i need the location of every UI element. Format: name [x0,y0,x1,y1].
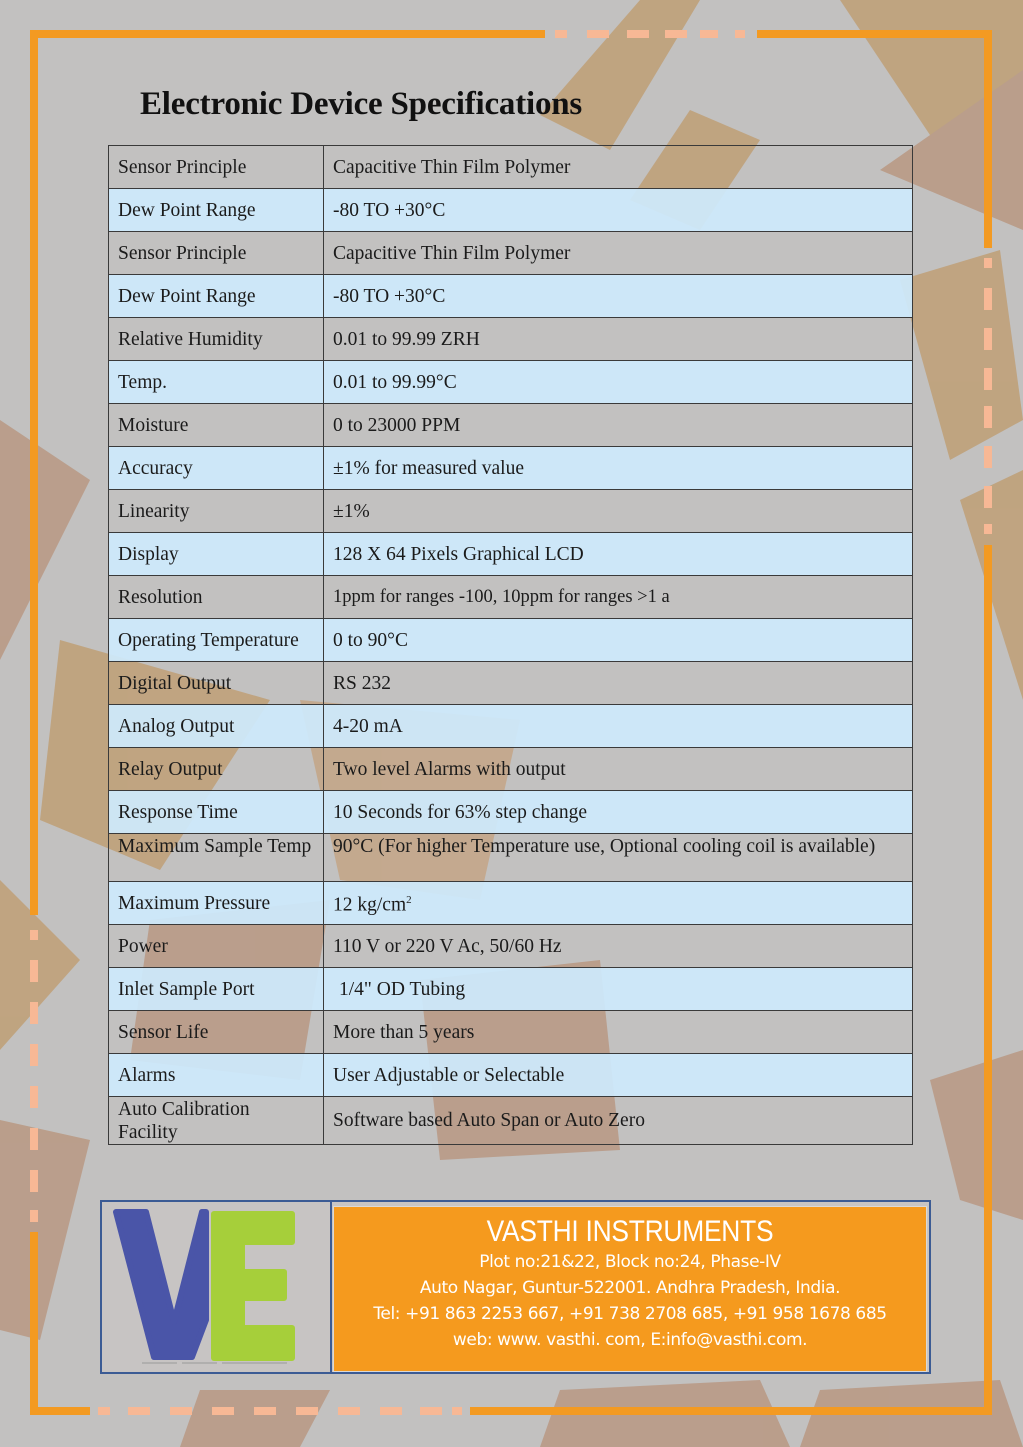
spec-value: -80 TO +30°C [324,275,913,318]
spec-label: Auto Calibration Facility [109,1097,324,1145]
frame-left-dash [30,1044,38,1066]
table-row [109,533,913,576]
table-row [109,361,913,404]
table-row [109,1054,913,1097]
spec-label: Moisture [109,404,324,447]
spec-value-superscript: 2 [406,894,412,907]
frame-bottom-dash [452,1407,462,1415]
frame-top-line [757,30,992,38]
spec-label: Power [109,925,324,968]
table-row [109,146,913,189]
frame-right-dash [984,328,992,350]
frame-left-dash [30,930,38,940]
spec-value: 1/4" OD Tubing [324,968,913,1011]
frame-left-line [30,1232,38,1415]
frame-right-line [984,30,992,248]
frame-bottom-dash [254,1407,276,1415]
table-row [109,834,913,882]
spec-value: 0.01 to 99.99 ZRH [324,318,913,361]
spec-table [108,145,913,1145]
ve-logo-icon [102,1202,330,1372]
frame-bottom-line [30,1407,90,1415]
spec-value: Two level Alarms with output [324,748,913,791]
spec-label: Operating Temperature [109,619,324,662]
spec-value: 0.01 to 99.99°C [324,361,913,404]
spec-value: User Adjustable or Selectable [324,1054,913,1097]
spec-label: Linearity [109,490,324,533]
spec-label: Accuracy [109,447,324,490]
table-row [109,662,913,705]
spec-label: Sensor Principle [109,232,324,275]
frame-right-dash [984,258,992,268]
table-row [109,232,913,275]
table-row [109,275,913,318]
spec-label: Inlet Sample Port [109,968,324,1011]
table-row [109,189,913,232]
frame-bottom-dash [380,1407,402,1415]
phone-numbers: Tel: +91 863 2253 667, +91 738 2708 685, +91 958 1678 685 [373,1304,887,1324]
spec-label: Relative Humidity [109,318,324,361]
table-row [109,447,913,490]
spec-label: Dew Point Range [109,275,324,318]
frame-left-dash [30,960,38,982]
frame-bottom-line [470,1407,992,1415]
table-row [109,968,913,1011]
frame-bottom-dash [338,1407,360,1415]
table-row [109,576,913,619]
company-name: VASTHI INSTRUMENTS [486,1215,774,1248]
frame-bottom-dash [420,1407,442,1415]
frame-left-dash [30,1128,38,1150]
table-row [109,882,913,925]
spec-value: 1ppm for ranges -100, 10ppm for ranges >1 a [324,576,913,619]
spec-value: -80 TO +30°C [324,189,913,232]
frame-bottom-dash [296,1407,318,1415]
spec-value: 12 kg/cm [333,894,407,916]
spec-value: Capacitive Thin Film Polymer [324,146,913,189]
frame-top-dash [587,30,609,38]
spec-label: Response Time [109,791,324,834]
address-line-2: Auto Nagar, Guntur-522001. Andhra Pradesh, India. [419,1278,841,1298]
frame-right-dash [984,406,992,428]
table-row [109,925,913,968]
spec-value: 0 to 23000 PPM [324,404,913,447]
frame-left-dash [30,1086,38,1108]
frame-bottom-dash [98,1407,110,1415]
spec-value: 110 V or 220 V Ac, 50/60 Hz [324,925,913,968]
frame-bottom-dash [212,1407,234,1415]
table-row [109,619,913,662]
spec-label: Resolution [109,576,324,619]
frame-right-dash [984,288,992,310]
company-logo [102,1202,332,1372]
web-email: web: www. vasthi. com, E:info@vasthi.com. [452,1330,808,1350]
spec-label: Maximum Pressure [109,882,324,925]
frame-right-dash [984,446,992,468]
company-footer [100,1200,931,1374]
frame-top-line [30,30,545,38]
company-info [333,1206,927,1372]
frame-right-dash [984,486,992,508]
frame-right-dash [984,368,992,390]
frame-top-dash [665,30,687,38]
spec-value: More than 5 years [324,1011,913,1054]
page-title: Electronic Device Specifications [140,86,583,122]
frame-top-dash [700,30,718,38]
spec-value: 4-20 mA [324,705,913,748]
frame-left-dash [30,1210,38,1222]
spec-value: RS 232 [324,662,913,705]
table-row [109,490,913,533]
spec-value: Capacitive Thin Film Polymer [324,232,913,275]
spec-value-cell [324,882,913,925]
spec-value: ±1% for measured value [324,447,913,490]
spec-label: Sensor Life [109,1011,324,1054]
frame-top-dash [627,30,649,38]
spec-label: Maximum Sample Temp [109,834,324,882]
spec-label: Sensor Principle [109,146,324,189]
spec-label: Temp. [109,361,324,404]
spec-label: Analog Output [109,705,324,748]
frame-top-dash [555,30,567,38]
spec-value: 0 to 90°C [324,619,913,662]
frame-left-line [30,30,38,915]
frame-left-dash [30,1170,38,1192]
table-row [109,404,913,447]
frame-left-dash [30,1002,38,1024]
table-row [109,1011,913,1054]
spec-value: 90°C (For higher Temperature use, Optional cooling coil is available) [324,834,913,882]
spec-label: Digital Output [109,662,324,705]
spec-label: Alarms [109,1054,324,1097]
address-line-1: Plot no:21&22, Block no:24, Phase-IV [479,1252,781,1272]
spec-value: 128 X 64 Pixels Graphical LCD [324,533,913,576]
spec-label: Display [109,533,324,576]
table-row [109,791,913,834]
table-row [109,705,913,748]
spec-value: 10 Seconds for 63% step change [324,791,913,834]
frame-right-line [984,545,992,1415]
spec-label: Dew Point Range [109,189,324,232]
table-row [109,1097,913,1145]
frame-bottom-dash [128,1407,150,1415]
spec-value: Software based Auto Span or Auto Zero [324,1097,913,1145]
table-row [109,318,913,361]
spec-value: ±1% [324,490,913,533]
table-row [109,748,913,791]
frame-right-dash [984,524,992,534]
frame-bottom-dash [170,1407,192,1415]
spec-label: Relay Output [109,748,324,791]
frame-top-dash [735,30,745,38]
